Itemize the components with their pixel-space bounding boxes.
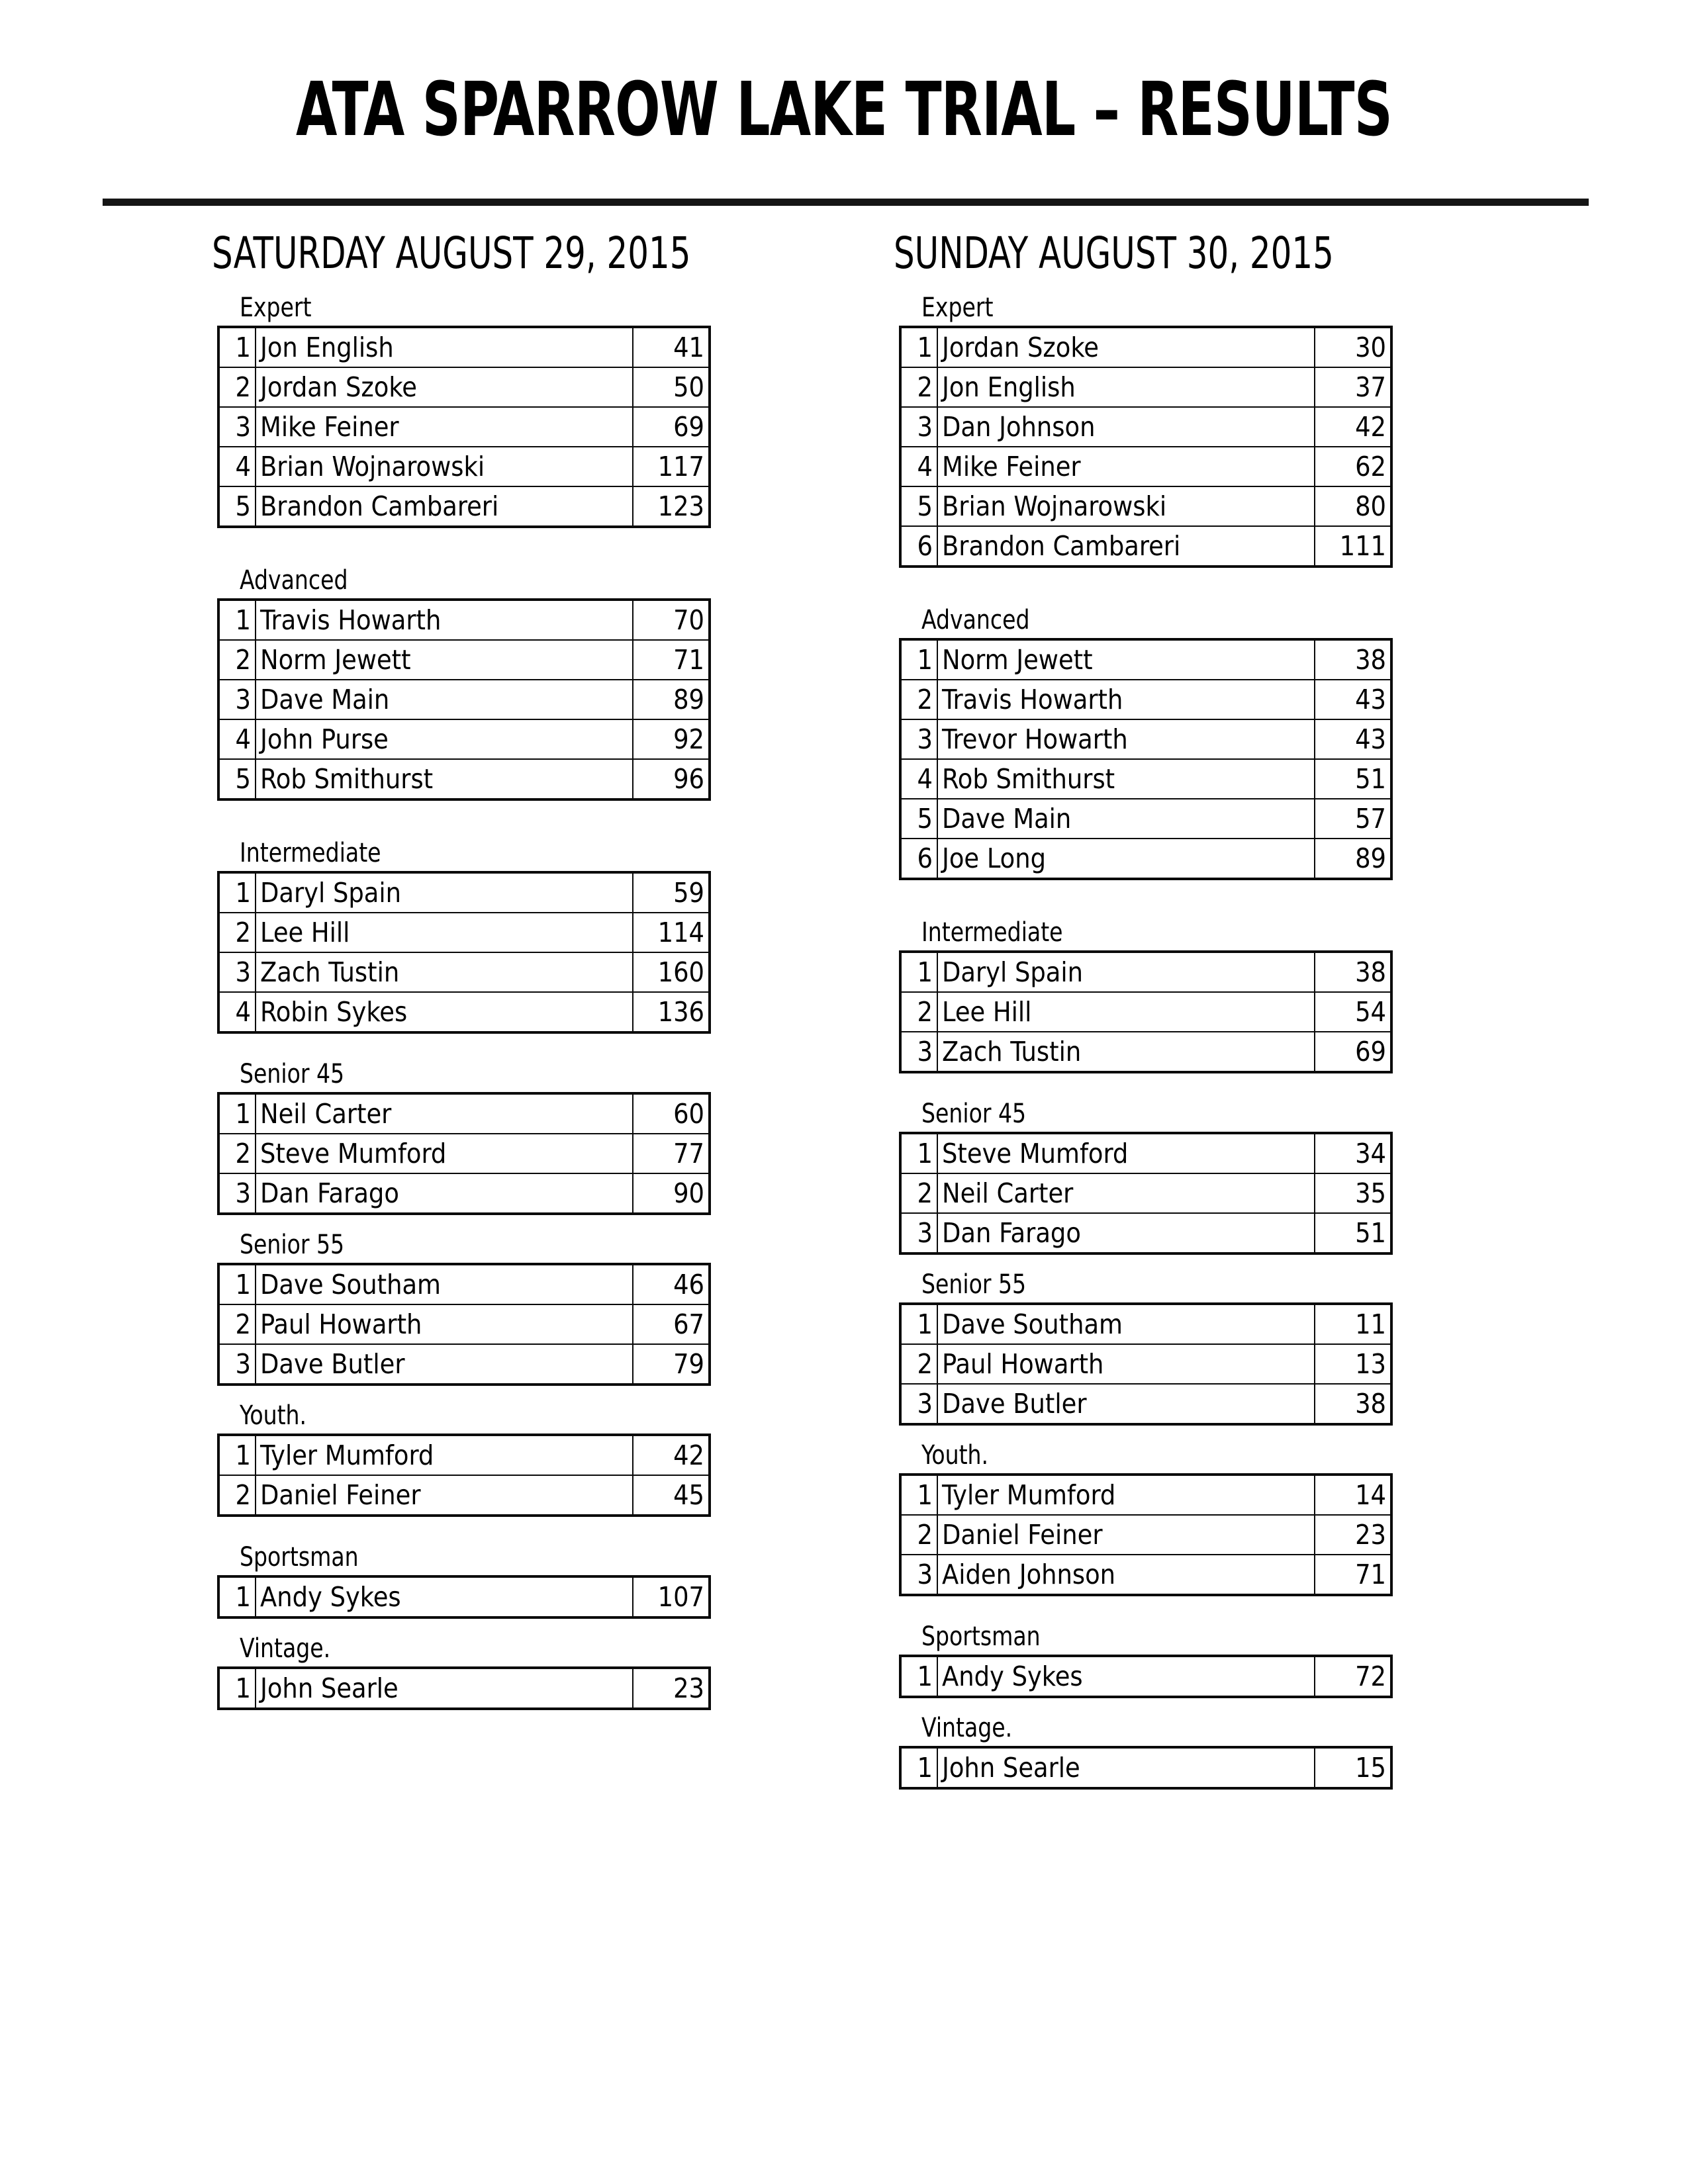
score-cell: 90 xyxy=(633,1173,710,1214)
table-row xyxy=(900,719,1391,759)
score-cell: 46 xyxy=(633,1264,710,1304)
rank-cell: 3 xyxy=(218,1173,256,1214)
class-name: Advanced xyxy=(240,565,348,596)
score-cell: 69 xyxy=(633,407,710,447)
score-cell: 41 xyxy=(633,327,710,367)
rider-name-cell: Tyler Mumford xyxy=(937,1475,1315,1515)
rider-name-cell: Steve Mumford xyxy=(937,1133,1315,1173)
score-cell: 89 xyxy=(633,680,710,719)
class-block xyxy=(880,1623,1575,1698)
results-table xyxy=(899,1473,1393,1596)
rider-name-cell: Dan Farago xyxy=(937,1213,1315,1253)
table-row xyxy=(218,759,710,799)
table-row xyxy=(218,327,710,367)
table-row xyxy=(900,486,1391,526)
table-row xyxy=(900,1304,1391,1344)
rank-cell: 1 xyxy=(218,327,256,367)
rank-cell: 1 xyxy=(900,1475,937,1515)
class-block xyxy=(199,1402,894,1517)
score-cell: 114 xyxy=(633,913,710,952)
class-block xyxy=(880,294,1575,568)
score-cell: 11 xyxy=(1315,1304,1391,1344)
results-table xyxy=(217,326,711,528)
class-name: Sportsman xyxy=(921,1621,1041,1652)
table-row xyxy=(900,1344,1391,1384)
results-table xyxy=(217,871,711,1034)
score-cell: 92 xyxy=(633,719,710,759)
table-row xyxy=(218,1304,710,1344)
rider-name-cell: Mike Feiner xyxy=(256,407,633,447)
rank-cell: 6 xyxy=(900,839,937,879)
table-row xyxy=(218,407,710,447)
rank-cell: 1 xyxy=(900,327,937,367)
score-cell: 136 xyxy=(633,992,710,1032)
results-table xyxy=(217,1575,711,1619)
class-block xyxy=(199,567,894,801)
rider-name-cell: Zach Tustin xyxy=(256,952,633,992)
table-row xyxy=(218,680,710,719)
class-name: Vintage. xyxy=(921,1713,1013,1743)
rider-name-cell: John Purse xyxy=(256,719,633,759)
table-row xyxy=(218,1668,710,1709)
score-cell: 23 xyxy=(1315,1515,1391,1555)
rider-name-cell: Steve Mumford xyxy=(256,1134,633,1173)
rider-name-cell: Brian Wojnarowski xyxy=(256,447,633,486)
rank-cell: 1 xyxy=(218,1576,256,1617)
rank-cell: 2 xyxy=(900,1515,937,1555)
rank-cell: 1 xyxy=(900,639,937,680)
score-cell: 51 xyxy=(1315,759,1391,799)
rider-name-cell: Mike Feiner xyxy=(937,447,1315,486)
score-cell: 37 xyxy=(1315,367,1391,407)
rider-name-cell: Aiden Johnson xyxy=(937,1555,1315,1595)
results-table xyxy=(217,1666,711,1710)
table-row xyxy=(900,759,1391,799)
class-name: Intermediate xyxy=(240,838,381,868)
score-cell: 51 xyxy=(1315,1213,1391,1253)
results-table xyxy=(899,638,1393,880)
rank-cell: 1 xyxy=(218,872,256,913)
rank-cell: 6 xyxy=(900,526,937,567)
rider-name-cell: Paul Howarth xyxy=(937,1344,1315,1384)
rider-name-cell: Travis Howarth xyxy=(937,680,1315,719)
score-cell: 67 xyxy=(633,1304,710,1344)
results-table xyxy=(899,1302,1393,1426)
table-row xyxy=(218,992,710,1032)
table-row xyxy=(218,600,710,640)
rider-name-cell: Jon English xyxy=(937,367,1315,407)
day-heading: SUNDAY AUGUST 30, 2015 xyxy=(894,228,1334,279)
rider-name-cell: Tyler Mumford xyxy=(256,1435,633,1475)
table-row xyxy=(218,1264,710,1304)
table-row xyxy=(900,1384,1391,1424)
class-block xyxy=(880,606,1575,880)
rank-cell: 2 xyxy=(218,913,256,952)
rank-cell: 5 xyxy=(900,799,937,839)
class-block xyxy=(880,1271,1575,1426)
rank-cell: 3 xyxy=(900,719,937,759)
class-block xyxy=(199,294,894,528)
table-row xyxy=(900,1555,1391,1595)
table-row xyxy=(218,913,710,952)
rider-name-cell: Dave Main xyxy=(937,799,1315,839)
table-row xyxy=(900,1173,1391,1213)
rank-cell: 3 xyxy=(900,1384,937,1424)
rider-name-cell: Daryl Spain xyxy=(256,872,633,913)
score-cell: 62 xyxy=(1315,447,1391,486)
table-row xyxy=(900,1213,1391,1253)
rider-name-cell: Jordan Szoke xyxy=(256,367,633,407)
rank-cell: 3 xyxy=(218,952,256,992)
table-row xyxy=(900,526,1391,567)
rank-cell: 1 xyxy=(218,1668,256,1709)
class-name: Intermediate xyxy=(921,917,1063,948)
rider-name-cell: Travis Howarth xyxy=(256,600,633,640)
table-row xyxy=(900,327,1391,367)
table-row xyxy=(900,639,1391,680)
table-row xyxy=(900,447,1391,486)
score-cell: 123 xyxy=(633,486,710,527)
rank-cell: 1 xyxy=(218,1264,256,1304)
rider-name-cell: Daryl Spain xyxy=(937,952,1315,992)
results-table xyxy=(217,1263,711,1386)
rider-name-cell: Neil Carter xyxy=(256,1093,633,1134)
rank-cell: 2 xyxy=(900,992,937,1032)
rank-cell: 5 xyxy=(218,759,256,799)
rider-name-cell: Brian Wojnarowski xyxy=(937,486,1315,526)
rider-name-cell: Dave Butler xyxy=(256,1344,633,1385)
table-row xyxy=(900,1515,1391,1555)
score-cell: 43 xyxy=(1315,680,1391,719)
table-row xyxy=(900,1133,1391,1173)
table-row xyxy=(900,367,1391,407)
rank-cell: 1 xyxy=(900,1656,937,1697)
rank-cell: 2 xyxy=(900,1344,937,1384)
rank-cell: 2 xyxy=(218,1134,256,1173)
score-cell: 72 xyxy=(1315,1656,1391,1697)
rider-name-cell: John Searle xyxy=(256,1668,633,1709)
class-block xyxy=(199,1635,894,1710)
rider-name-cell: Norm Jewett xyxy=(937,639,1315,680)
rank-cell: 5 xyxy=(900,486,937,526)
class-name: Senior 45 xyxy=(921,1099,1027,1129)
rider-name-cell: Trevor Howarth xyxy=(937,719,1315,759)
score-cell: 111 xyxy=(1315,526,1391,567)
results-columns xyxy=(0,228,1688,1796)
class-name: Youth. xyxy=(921,1440,989,1471)
rank-cell: 2 xyxy=(218,1304,256,1344)
score-cell: 45 xyxy=(633,1475,710,1516)
rider-name-cell: Brandon Cambareri xyxy=(256,486,633,527)
score-cell: 107 xyxy=(633,1576,710,1617)
results-table xyxy=(899,950,1393,1073)
score-cell: 23 xyxy=(633,1668,710,1709)
class-block xyxy=(880,1100,1575,1255)
table-row xyxy=(218,1475,710,1516)
table-row xyxy=(900,407,1391,447)
score-cell: 80 xyxy=(1315,486,1391,526)
rank-cell: 4 xyxy=(900,447,937,486)
score-cell: 160 xyxy=(633,952,710,992)
table-row xyxy=(218,640,710,680)
score-cell: 79 xyxy=(633,1344,710,1385)
score-cell: 60 xyxy=(633,1093,710,1134)
class-name: Expert xyxy=(921,293,994,323)
score-cell: 96 xyxy=(633,759,710,799)
results-table xyxy=(217,1092,711,1215)
rank-cell: 3 xyxy=(218,680,256,719)
table-row xyxy=(900,1032,1391,1072)
results-table xyxy=(899,1132,1393,1255)
sunday-column xyxy=(880,228,1575,1796)
rank-cell: 2 xyxy=(218,640,256,680)
table-row xyxy=(218,1576,710,1617)
rank-cell: 4 xyxy=(900,759,937,799)
day-heading: SATURDAY AUGUST 29, 2015 xyxy=(212,228,691,279)
class-name: Vintage. xyxy=(240,1633,331,1664)
score-cell: 54 xyxy=(1315,992,1391,1032)
score-cell: 117 xyxy=(633,447,710,486)
results-table xyxy=(899,1655,1393,1698)
score-cell: 50 xyxy=(633,367,710,407)
rank-cell: 1 xyxy=(218,1093,256,1134)
score-cell: 42 xyxy=(1315,407,1391,447)
rank-cell: 3 xyxy=(900,1555,937,1595)
rider-name-cell: Dave Butler xyxy=(937,1384,1315,1424)
title-divider xyxy=(103,199,1589,206)
rider-name-cell: Andy Sykes xyxy=(256,1576,633,1617)
table-row xyxy=(218,719,710,759)
rank-cell: 1 xyxy=(218,1435,256,1475)
class-block xyxy=(199,839,894,1034)
table-row xyxy=(218,872,710,913)
score-cell: 42 xyxy=(633,1435,710,1475)
rider-name-cell: John Searle xyxy=(937,1747,1315,1788)
class-name: Senior 45 xyxy=(240,1059,345,1089)
score-cell: 57 xyxy=(1315,799,1391,839)
rank-cell: 4 xyxy=(218,992,256,1032)
table-row xyxy=(900,680,1391,719)
class-block xyxy=(199,1231,894,1386)
class-block xyxy=(199,1543,894,1619)
rank-cell: 5 xyxy=(218,486,256,527)
rider-name-cell: Joe Long xyxy=(937,839,1315,879)
table-row xyxy=(218,447,710,486)
rank-cell: 2 xyxy=(900,680,937,719)
table-row xyxy=(218,1134,710,1173)
score-cell: 13 xyxy=(1315,1344,1391,1384)
rider-name-cell: Dan Johnson xyxy=(937,407,1315,447)
rank-cell: 2 xyxy=(218,1475,256,1516)
rider-name-cell: Lee Hill xyxy=(937,992,1315,1032)
rider-name-cell: Neil Carter xyxy=(937,1173,1315,1213)
table-row xyxy=(900,839,1391,879)
score-cell: 35 xyxy=(1315,1173,1391,1213)
rider-name-cell: Rob Smithurst xyxy=(256,759,633,799)
score-cell: 70 xyxy=(633,600,710,640)
rank-cell: 2 xyxy=(218,367,256,407)
score-cell: 89 xyxy=(1315,839,1391,879)
class-name: Senior 55 xyxy=(240,1230,345,1260)
rider-name-cell: Daniel Feiner xyxy=(256,1475,633,1516)
results-table xyxy=(217,598,711,801)
rider-name-cell: Zach Tustin xyxy=(937,1032,1315,1072)
score-cell: 30 xyxy=(1315,327,1391,367)
rider-name-cell: Dave Southam xyxy=(256,1264,633,1304)
rank-cell: 1 xyxy=(900,1747,937,1788)
class-block xyxy=(880,919,1575,1073)
results-table xyxy=(899,326,1393,568)
page-title: ATA SPARROW LAKE TRIAL – RESULTS xyxy=(295,67,1393,153)
class-name: Sportsman xyxy=(240,1542,359,1572)
rider-name-cell: Daniel Feiner xyxy=(937,1515,1315,1555)
table-row xyxy=(218,952,710,992)
class-name: Youth. xyxy=(240,1400,307,1431)
rank-cell: 1 xyxy=(900,1304,937,1344)
score-cell: 71 xyxy=(633,640,710,680)
class-block xyxy=(880,1441,1575,1596)
score-cell: 38 xyxy=(1315,952,1391,992)
rank-cell: 3 xyxy=(218,1344,256,1385)
table-row xyxy=(218,1435,710,1475)
table-row xyxy=(900,799,1391,839)
score-cell: 77 xyxy=(633,1134,710,1173)
table-row xyxy=(218,1344,710,1385)
class-block xyxy=(880,1714,1575,1790)
score-cell: 59 xyxy=(633,872,710,913)
rank-cell: 2 xyxy=(900,367,937,407)
class-block xyxy=(199,1060,894,1215)
rank-cell: 3 xyxy=(900,1213,937,1253)
rank-cell: 1 xyxy=(900,1133,937,1173)
rider-name-cell: Brandon Cambareri xyxy=(937,526,1315,567)
rank-cell: 3 xyxy=(900,407,937,447)
rider-name-cell: Robin Sykes xyxy=(256,992,633,1032)
table-row xyxy=(218,367,710,407)
score-cell: 71 xyxy=(1315,1555,1391,1595)
rank-cell: 3 xyxy=(900,1032,937,1072)
rider-name-cell: Lee Hill xyxy=(256,913,633,952)
class-name: Expert xyxy=(240,293,312,323)
score-cell: 15 xyxy=(1315,1747,1391,1788)
rider-name-cell: Dave Main xyxy=(256,680,633,719)
score-cell: 34 xyxy=(1315,1133,1391,1173)
score-cell: 43 xyxy=(1315,719,1391,759)
rider-name-cell: Andy Sykes xyxy=(937,1656,1315,1697)
rider-name-cell: Jordan Szoke xyxy=(937,327,1315,367)
rider-name-cell: Paul Howarth xyxy=(256,1304,633,1344)
score-cell: 38 xyxy=(1315,1384,1391,1424)
score-cell: 38 xyxy=(1315,639,1391,680)
table-row xyxy=(218,486,710,527)
table-row xyxy=(218,1093,710,1134)
table-row xyxy=(900,952,1391,992)
rider-name-cell: Dan Farago xyxy=(256,1173,633,1214)
table-row xyxy=(900,1747,1391,1788)
saturday-column xyxy=(199,228,894,1717)
table-row xyxy=(218,1173,710,1214)
results-table xyxy=(217,1433,711,1517)
table-row xyxy=(900,1656,1391,1697)
rank-cell: 1 xyxy=(900,952,937,992)
rank-cell: 4 xyxy=(218,447,256,486)
rider-name-cell: Rob Smithurst xyxy=(937,759,1315,799)
rank-cell: 3 xyxy=(218,407,256,447)
rank-cell: 1 xyxy=(218,600,256,640)
score-cell: 69 xyxy=(1315,1032,1391,1072)
rider-name-cell: Dave Southam xyxy=(937,1304,1315,1344)
score-cell: 14 xyxy=(1315,1475,1391,1515)
class-name: Advanced xyxy=(921,605,1030,635)
table-row xyxy=(900,992,1391,1032)
rank-cell: 4 xyxy=(218,719,256,759)
rank-cell: 2 xyxy=(900,1173,937,1213)
table-row xyxy=(900,1475,1391,1515)
results-table xyxy=(899,1746,1393,1790)
class-name: Senior 55 xyxy=(921,1269,1027,1300)
rider-name-cell: Jon English xyxy=(256,327,633,367)
rider-name-cell: Norm Jewett xyxy=(256,640,633,680)
